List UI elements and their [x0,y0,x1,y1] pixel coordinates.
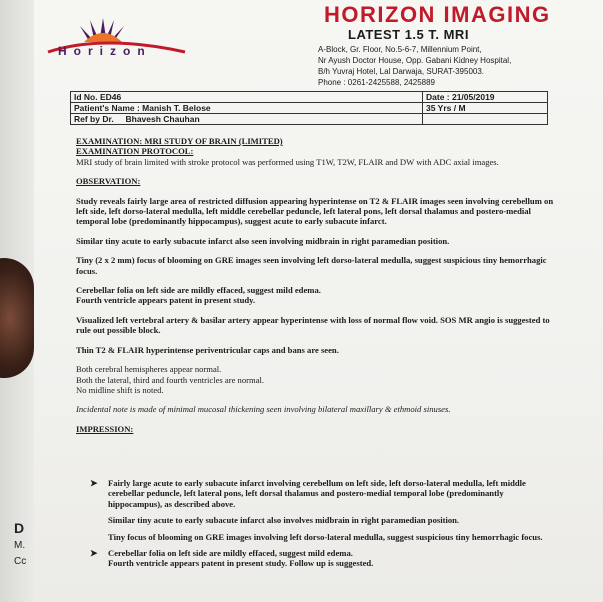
ref-label: Ref by Dr. [74,114,114,124]
patient-id: Id No. ED46 [71,92,423,103]
impression-item: Similar tiny acute to early subacute infarct also involves midbrain in right paramedian position. [108,515,460,526]
impression-item [90,548,558,569]
observation-heading: OBSERVATION: [76,176,141,187]
patient-info-table [70,91,548,125]
observation-item: Fourth ventricle appears patent in present study. [76,295,256,306]
impression-heading: IMPRESSION: [76,423,134,434]
logo-wordmark: Horizon [58,44,152,58]
ref-name: Bhavesh Chauhan [125,114,200,124]
patient-name: Patient's Name : Manish T. Belose [71,103,423,114]
report-date: Date : 21/05/2019 [423,92,548,103]
observation-item: Cerebellar folia on left side are mildly effaced, suggest mild edema. [76,285,321,296]
normal-finding: No midline shift is noted. [76,384,164,395]
arrow-bullet-icon: ➤ [90,548,98,559]
normal-finding: Both the lateral, third and fourth ventricles are normal. [76,374,265,385]
address-line: Nr Ayush Doctor House, Opp. Gabani Kidney Hospital, [318,56,512,65]
brand-subtitle: LATEST 1.5 T. MRI [348,27,469,42]
impression-text: Fairly large acute to early subacute infarct involving cerebellum on left side, left dorso-lateral medulla, left middle cerebellar peduncle, left lateral pons, left dorsal thalamus and postero-medial temporal lobe (predominantly hippocampus), as described above. [108,478,526,509]
observation-item: Thin T2 & FLAIR hyperintense periventricular caps and bans are seen. [76,344,339,355]
horizon-logo-icon [40,8,190,68]
clinic-address [318,44,511,88]
observation-item: Similar tiny acute to early subacute infarct also seen involving midbrain in right paramedian position. [76,235,450,246]
patient-age-sex: 35 Yrs / M [423,103,548,114]
observation-item: Visualized left vertebral artery & basilar artery appear hyperintense with loss of normal flow void. SOS MR angio is suggested to rule out possible block. [76,314,550,336]
brand-name: HORIZON IMAGING [324,2,551,27]
report-body [76,136,556,434]
empty-cell [423,114,548,125]
protocol-text: MRI study of brain limited with stroke protocol was performed using T1W, T2W, FLAIR and DW with ADC axial images. [76,156,499,167]
impression-item [90,478,558,509]
observation-item: Tiny (2 x 2 mm) focus of blooming on GRE images seen involving left dorso-lateral medulla, suggest suspicious tiny hemorrhagic focus. [76,255,547,276]
side-fragment: D [14,520,25,536]
normal-finding: Both cerebral hemispheres appear normal. [76,364,222,375]
protocol-heading: EXAMINATION PROTOCOL: [76,146,194,157]
impression-item: Tiny focus of blooming on GRE images involving left dorso-lateral medulla, suggest suspicious tiny hemorrhagic focus. [108,531,543,542]
address-line: B/h Yuvraj Hotel, Lal Darwaja, SURAT-395003. [318,67,485,76]
side-fragment: Cc [14,556,27,567]
address-phone: Phone : 0261-2425588, 2425889 [318,78,435,87]
impression-text: Fourth ventricle appears patent in present study. Follow up is suggested. [108,558,374,569]
address-line: A-Block, Gr. Floor, No.5-6-7, Millennium Point, [318,45,482,54]
side-fragment: M. [14,540,26,551]
finger-shadow [0,258,34,378]
impression-text: Cerebellar folia on left side are mildly effaced, suggest mild edema. [108,548,353,559]
referring-doctor [71,114,423,125]
examination-title: EXAMINATION: MRI STUDY OF BRAIN (LIMITED) [76,136,283,146]
arrow-bullet-icon: ➤ [90,478,98,488]
impression-list [90,478,558,575]
incidental-note: Incidental note is made of minimal mucosal thickening seen involving bilateral maxillary & ethmoid sinuses. [76,404,451,415]
observation-item: Study reveals fairly large area of restricted diffusion appearing hyperintense on T2 & FLAIR images seen involving cerebellum on left side, left dorso-lateral medulla, left middle cerebellar peduncle, left lateral pons, left dorsal thalamus and postero-medial temporal lobe (predominantly hippocampus), suggest acute to early subacute infarct. [76,195,554,227]
